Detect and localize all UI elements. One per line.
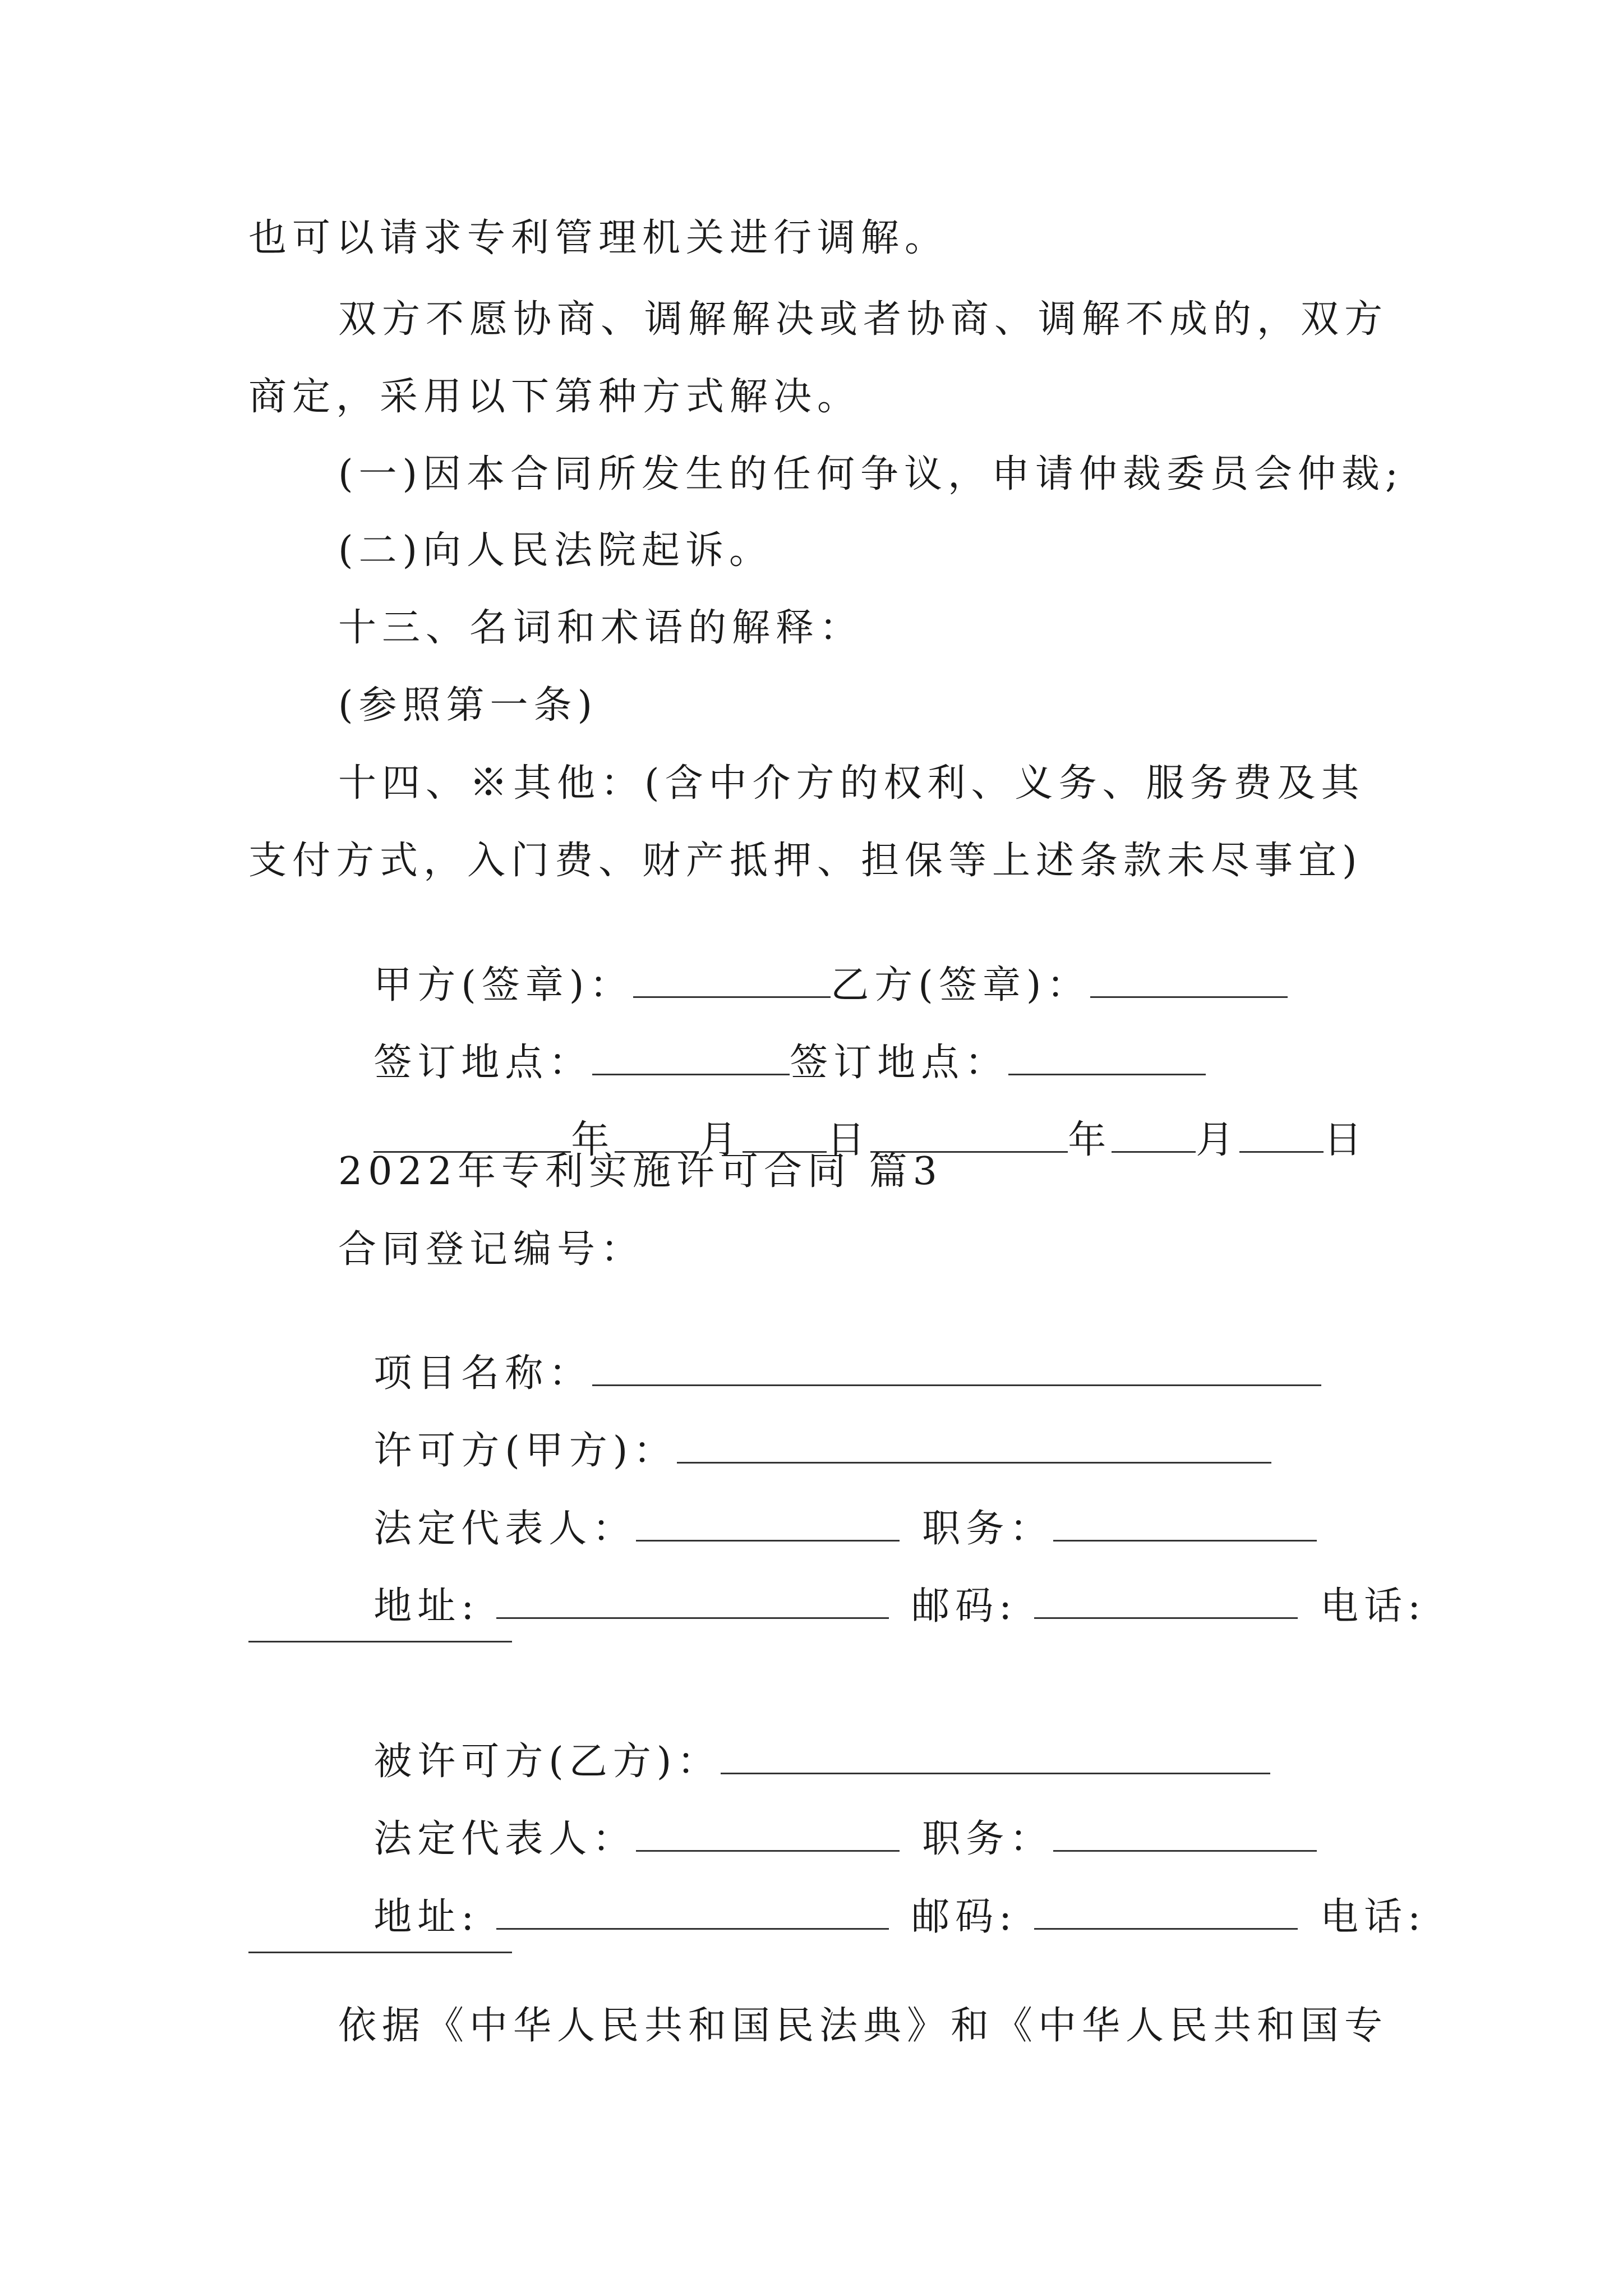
licensor-field[interactable] xyxy=(677,1427,1271,1464)
project-name-label: 项目名称： xyxy=(374,1351,593,1396)
party-a-signature-label: 甲方(签章)： xyxy=(374,963,634,1007)
day-b-field[interactable] xyxy=(1239,1116,1324,1153)
month-b-field[interactable] xyxy=(1112,1116,1196,1153)
paragraph-line: 也可以请求专利管理机关进行调解。 xyxy=(248,216,949,260)
place-b-label: 签订地点： xyxy=(790,1041,1009,1085)
place-a-field[interactable] xyxy=(592,1039,790,1075)
paragraph-line: 商定，采用以下第种方式解决。 xyxy=(248,375,861,419)
licensee-address-row xyxy=(338,1848,1426,1939)
licensor-label: 许可方(甲方)： xyxy=(374,1429,677,1473)
position-label: 职务： xyxy=(922,1817,1054,1861)
licensor-address-row xyxy=(338,1538,1426,1628)
project-name-row xyxy=(338,1305,1321,1396)
licensee-phone-field[interactable] xyxy=(248,1952,512,1953)
list-item: (一)因本合同所发生的任何争议，申请仲裁委员会仲裁; xyxy=(338,452,1404,496)
document-title: 2022年专利实施许可合同 篇3 xyxy=(338,1149,943,1194)
place-a-label: 签订地点： xyxy=(374,1041,593,1085)
year-a-field[interactable] xyxy=(374,1116,571,1153)
signing-place-row xyxy=(338,994,1206,1085)
month-label: 月 xyxy=(699,1118,743,1162)
party-b-signature-label: 乙方(签章)： xyxy=(831,963,1091,1007)
list-item: (二)向人民法院起诉。 xyxy=(338,528,773,573)
position-label: 职务： xyxy=(922,1507,1054,1551)
legal-rep-label: 法定代表人： xyxy=(374,1817,637,1861)
licensor-address-field[interactable] xyxy=(496,1582,889,1619)
licensor-row xyxy=(338,1382,1271,1473)
place-b-field[interactable] xyxy=(1008,1039,1206,1075)
section-heading: 十四、※其他：(含中介方的权利、义务、服务费及其 xyxy=(338,761,1365,806)
phone-label: 电话: xyxy=(1320,1584,1426,1628)
licensor-position-field[interactable] xyxy=(1053,1505,1317,1542)
legal-rep-label: 法定代表人： xyxy=(374,1507,637,1551)
year-label: 年 xyxy=(1068,1118,1112,1162)
registration-number-label: 合同登记编号： xyxy=(338,1227,645,1272)
licensee-legal-rep-field[interactable] xyxy=(636,1815,900,1852)
address-label: 地址: xyxy=(374,1895,480,1939)
paragraph-line: 双方不愿协商、调解解决或者协商、调解不成的，双方 xyxy=(338,297,1389,342)
licensee-field[interactable] xyxy=(721,1738,1270,1774)
year-label: 年 xyxy=(571,1118,615,1162)
licensee-position-field[interactable] xyxy=(1053,1815,1317,1852)
section-heading: 十三、名词和术语的解释： xyxy=(338,606,864,650)
party-b-signature-field[interactable] xyxy=(1090,961,1288,998)
month-label: 月 xyxy=(1196,1118,1240,1162)
licensor-rep-row xyxy=(338,1460,1317,1551)
licensor-phone-field[interactable] xyxy=(248,1641,512,1642)
licensee-postcode-field[interactable] xyxy=(1034,1893,1298,1930)
paragraph-line: (参照第一条) xyxy=(338,683,598,728)
licensee-row xyxy=(338,1693,1270,1784)
signature-row xyxy=(338,917,1288,1007)
address-label: 地址: xyxy=(374,1584,480,1628)
project-name-field[interactable] xyxy=(592,1350,1321,1386)
paragraph-line: 依据《中华人民共和国民法典》和《中华人民共和国专 xyxy=(338,2004,1389,2048)
licensor-postcode-field[interactable] xyxy=(1034,1582,1298,1619)
postcode-label: 邮码: xyxy=(911,1895,1018,1939)
day-a-field[interactable] xyxy=(743,1116,827,1153)
day-label: 日 xyxy=(1324,1118,1368,1162)
phone-label: 电话: xyxy=(1320,1895,1426,1939)
licensor-legal-rep-field[interactable] xyxy=(636,1505,900,1542)
date-row xyxy=(338,1071,1368,1162)
paragraph-line: 支付方式，入门费、财产抵押、担保等上述条款未尽事宜) xyxy=(248,839,1363,883)
licensee-address-field[interactable] xyxy=(496,1893,889,1930)
licensee-rep-row xyxy=(338,1770,1317,1861)
month-a-field[interactable] xyxy=(615,1116,699,1153)
postcode-label: 邮码: xyxy=(911,1584,1018,1628)
licensee-label: 被许可方(乙方)： xyxy=(374,1740,721,1784)
party-a-signature-field[interactable] xyxy=(633,961,831,998)
day-label: 日 xyxy=(827,1118,871,1162)
year-b-field[interactable] xyxy=(870,1116,1068,1153)
